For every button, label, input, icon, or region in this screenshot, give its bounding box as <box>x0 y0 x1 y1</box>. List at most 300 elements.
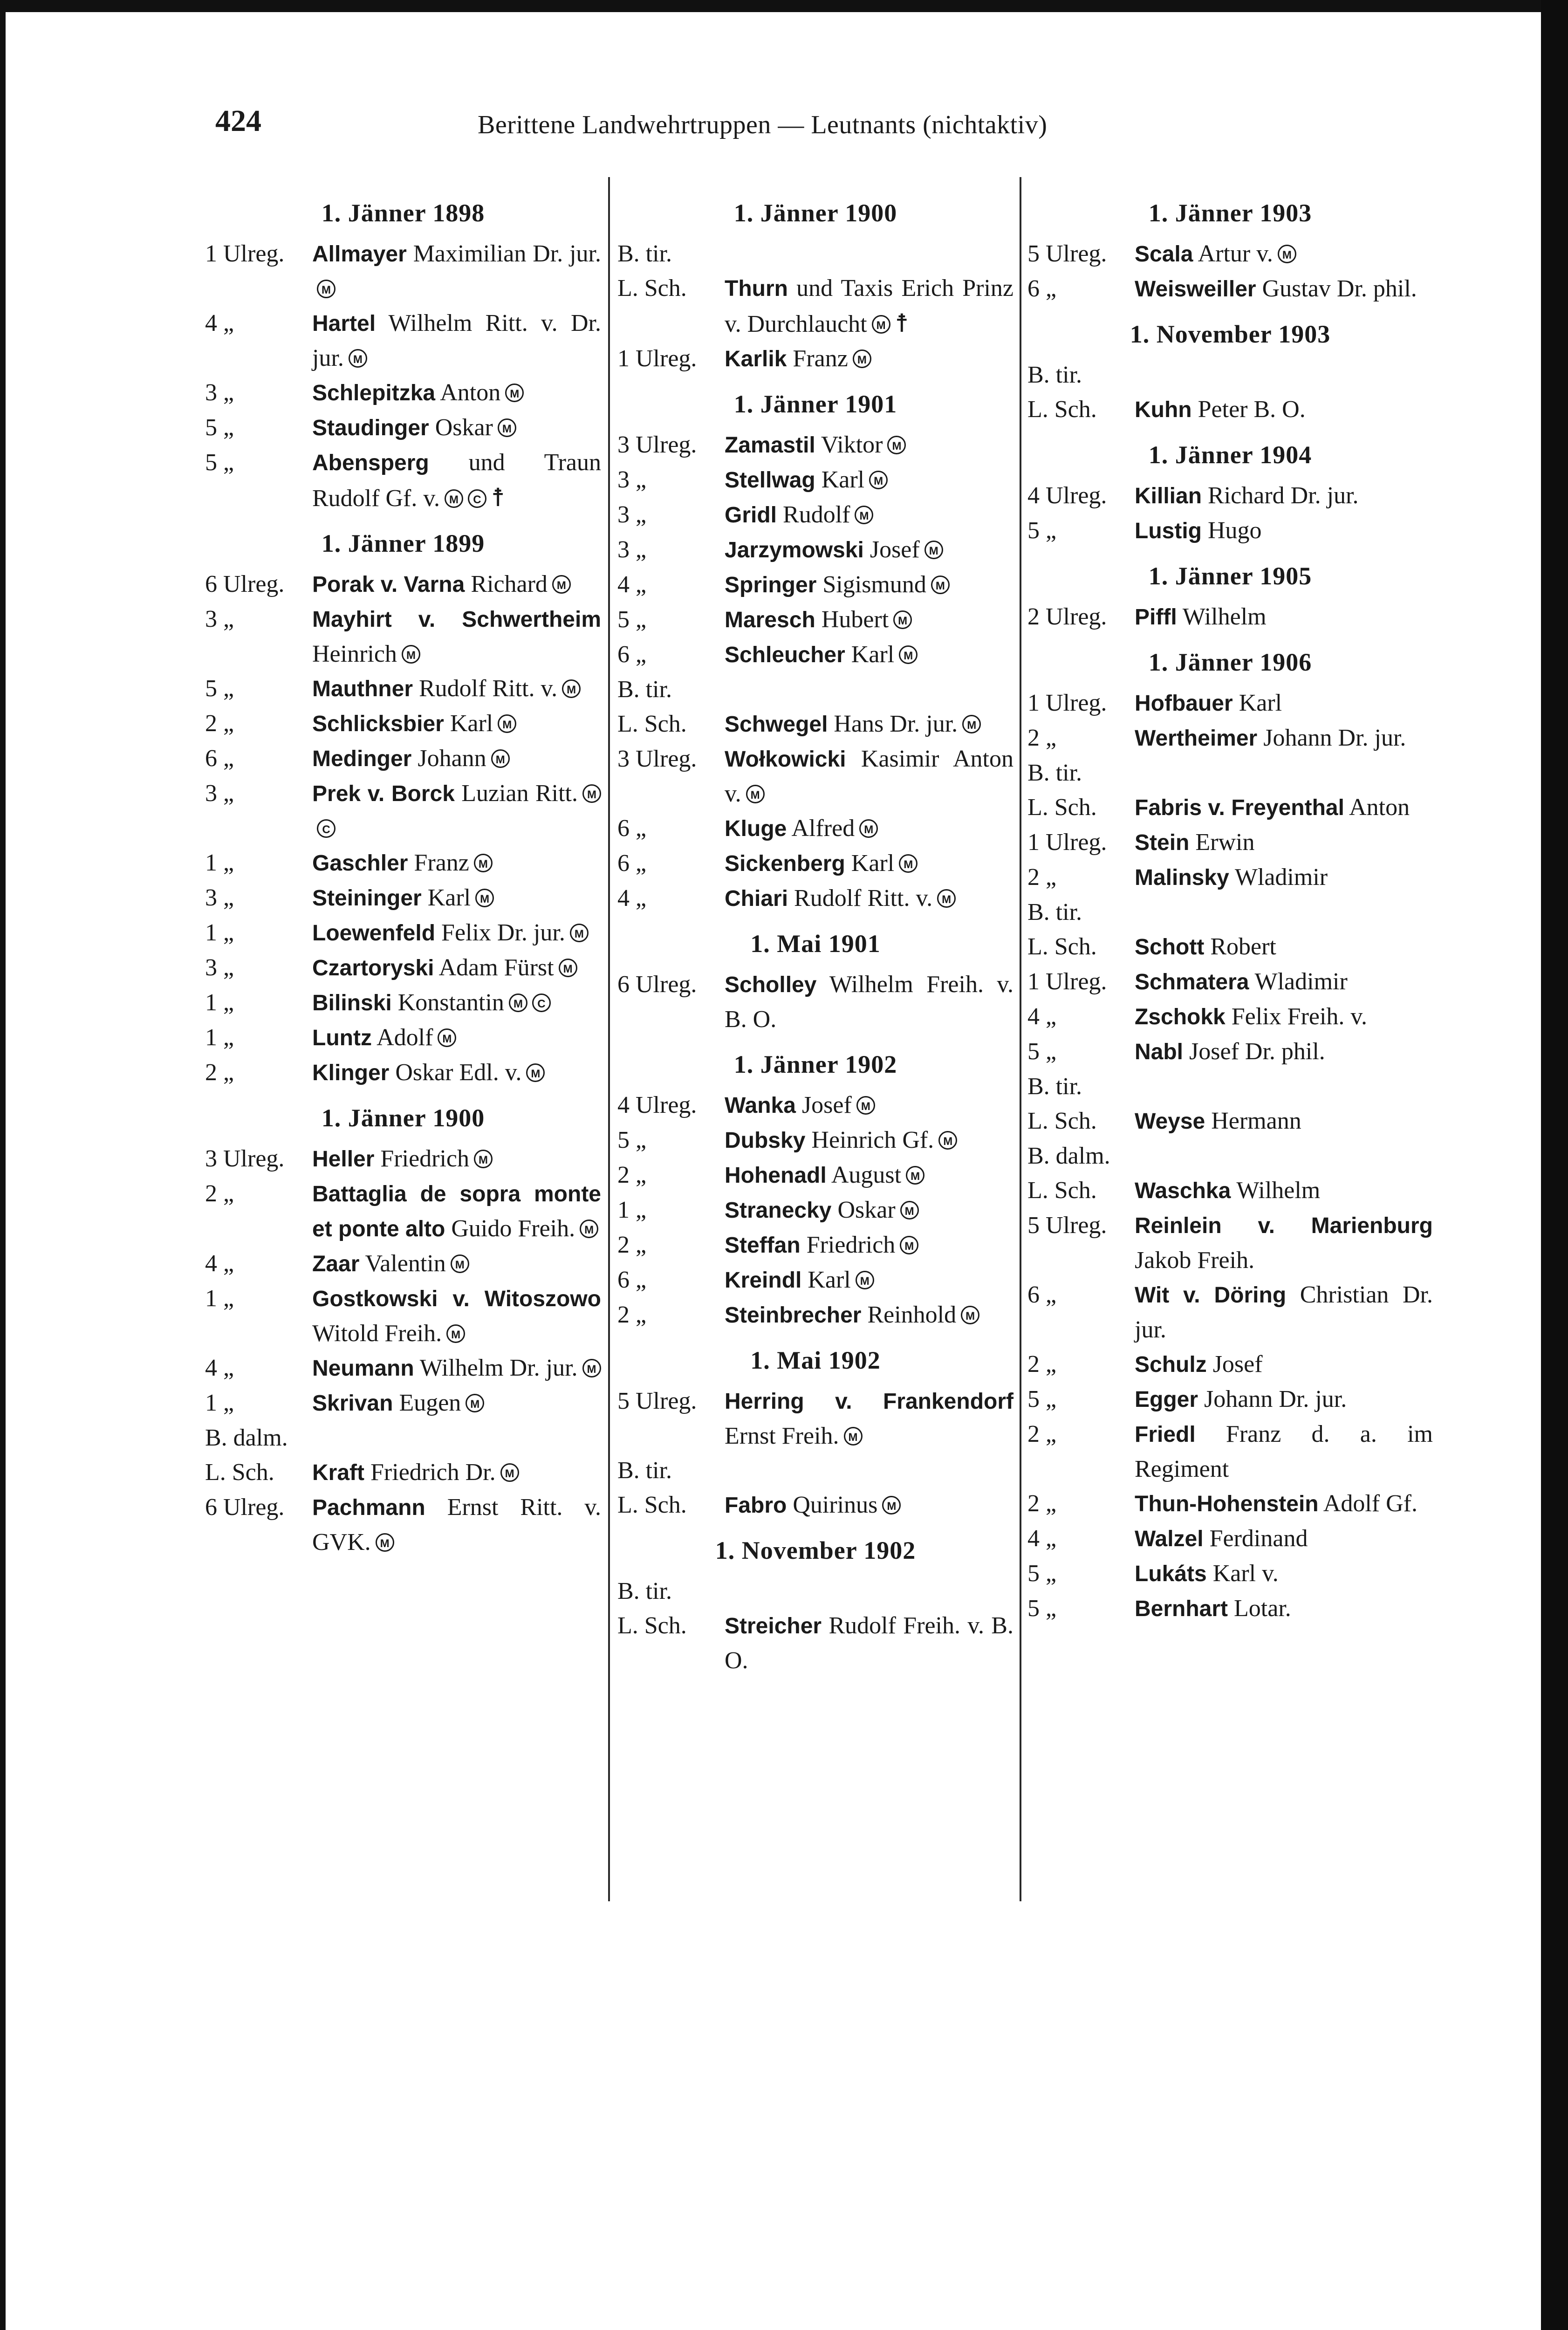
officer-name <box>725 881 1013 916</box>
officer-name <box>1135 1382 1433 1417</box>
decoration-mark-icon: C <box>317 819 336 838</box>
officer-name <box>312 602 601 672</box>
section-date-heading: 1. Jänner 1898 <box>321 199 485 227</box>
officer-name <box>725 1228 1013 1263</box>
officer-name <box>1135 1035 1433 1069</box>
medal-mark-icon: M <box>317 280 336 298</box>
surname: Czartoryski <box>312 956 434 980</box>
officer-name <box>312 1351 601 1386</box>
scan-border-right <box>1541 0 1568 2330</box>
given-names: Franz <box>793 345 848 372</box>
surname: Bilinski <box>312 991 392 1015</box>
unit-label: 1 „ <box>205 919 234 946</box>
roster-entry <box>1027 1035 1433 1069</box>
officer-name <box>1135 1487 1433 1521</box>
roster-entry <box>1027 1139 1433 1173</box>
surname: Fabro <box>725 1493 787 1518</box>
unit-label: L. Sch. <box>205 1459 274 1486</box>
unit-label: 3 „ <box>205 884 234 911</box>
unit-label: 3 Ulreg. <box>617 746 697 772</box>
roster-entry <box>1027 358 1433 392</box>
officer-name <box>725 1298 1013 1333</box>
roster-entry <box>617 498 1013 533</box>
roster-entry <box>617 881 1013 916</box>
medal-mark-icon: M <box>552 575 571 594</box>
surname: Loewenfeld <box>312 921 436 946</box>
given-names: Karl <box>808 1267 851 1293</box>
given-names: Heinrich Gf. <box>811 1127 934 1153</box>
page-number: 424 <box>215 104 261 138</box>
scan-border-top <box>0 0 1568 12</box>
roster-entry <box>1027 1069 1433 1104</box>
officer-name <box>725 1609 1013 1678</box>
surname: Battaglia de sopra monte et ponte alto <box>312 1182 601 1241</box>
unit-label: 5 „ <box>617 1127 647 1153</box>
medal-mark-icon: M <box>899 645 918 664</box>
surname: Hohenadl <box>725 1163 827 1188</box>
roster-entry <box>205 881 601 916</box>
unit-label: 3 „ <box>205 379 234 406</box>
surname: Bernhart <box>1135 1597 1228 1621</box>
roster-entry <box>617 342 1013 377</box>
officer-name <box>1135 965 1433 1000</box>
section-date-heading: 1. Jänner 1899 <box>321 529 485 557</box>
officer-name <box>312 846 601 881</box>
surname: Mauthner <box>312 677 413 701</box>
given-names: Hermann <box>1211 1108 1301 1134</box>
given-names: Johann Dr. jur. <box>1204 1386 1347 1412</box>
medal-mark-icon: M <box>887 436 906 454</box>
unit-label: B. tir. <box>1027 1073 1082 1100</box>
given-names: Karl <box>851 641 895 668</box>
unit-label: 6 „ <box>617 815 647 842</box>
given-names: Lotar. <box>1234 1595 1291 1622</box>
officer-name <box>725 811 1013 846</box>
officer-name <box>1135 860 1433 895</box>
surname: Thun-Hohenstein <box>1135 1492 1319 1516</box>
given-names: Felix Freih. v. <box>1231 1003 1368 1030</box>
officer-name <box>312 1021 601 1055</box>
officer-name <box>725 1384 1013 1453</box>
medal-mark-icon: M <box>446 1324 465 1343</box>
roster-entry <box>617 742 1013 811</box>
given-names: Valentin <box>365 1250 446 1277</box>
roster-entry <box>205 741 601 776</box>
medal-mark-icon: M <box>474 1150 493 1168</box>
surname: Schwegel <box>725 712 828 737</box>
column-1 <box>205 196 601 1560</box>
roster-entry <box>205 916 601 951</box>
unit-label: 4 „ <box>1027 1525 1057 1552</box>
unit-label: 1 Ulreg. <box>617 345 697 372</box>
officer-name <box>312 306 601 376</box>
surname: Wanka <box>725 1093 796 1118</box>
roster-entry <box>1027 756 1433 790</box>
surname: Abensperg <box>312 451 429 475</box>
section-date-heading: 1. Jänner 1906 <box>1148 648 1312 676</box>
given-names: Rudolf Freih. v. B. O. <box>725 1612 1013 1674</box>
surname: Medinger <box>312 747 412 771</box>
surname: Kuhn <box>1135 397 1192 422</box>
unit-label: B. tir. <box>1027 899 1082 925</box>
unit-label: L. Sch. <box>1027 396 1097 423</box>
officer-name <box>725 1158 1013 1193</box>
given-names: Viktor <box>821 432 883 458</box>
roster-entry <box>1027 895 1433 930</box>
officer-name <box>725 1574 1013 1609</box>
roster-entry <box>205 1490 601 1560</box>
unit-label: 3 „ <box>617 501 647 528</box>
roster-entry <box>205 602 601 672</box>
given-names: Sigismund <box>822 571 926 598</box>
officer-name <box>725 672 1013 707</box>
section-date-heading: 1. Mai 1901 <box>750 930 881 958</box>
unit-label: 2 „ <box>1027 1421 1057 1447</box>
roster-entry <box>1027 1417 1433 1487</box>
officer-name <box>312 672 601 706</box>
surname: Neumann <box>312 1356 414 1381</box>
medal-mark-icon: M <box>893 610 912 629</box>
officer-name <box>725 463 1013 498</box>
unit-label: L. Sch. <box>1027 1177 1097 1204</box>
unit-label: 1 Ulreg. <box>1027 968 1107 995</box>
surname: Maresch <box>725 608 815 632</box>
roster-entry <box>1027 686 1433 721</box>
unit-label: 2 „ <box>617 1302 647 1328</box>
roster-entry <box>617 967 1013 1037</box>
officer-name <box>312 741 601 776</box>
given-names: Friedrich <box>380 1145 470 1172</box>
roster-entry <box>1027 1173 1433 1208</box>
medal-mark-icon: M <box>856 1096 875 1115</box>
surname: Steininger <box>312 886 422 911</box>
given-names: Hans Dr. jur. <box>834 711 958 737</box>
unit-label: B. tir. <box>617 240 672 267</box>
given-names: Felix Dr. jur. <box>441 919 565 946</box>
roster-entry <box>1027 930 1433 965</box>
medal-mark-icon: M <box>570 924 589 942</box>
given-names: Karl <box>851 850 895 877</box>
medal-mark-icon: M <box>582 1359 601 1377</box>
surname: Nabl <box>1135 1040 1184 1064</box>
surname: Malinsky <box>1135 865 1229 890</box>
surname: Walzel <box>1135 1527 1204 1551</box>
roster-entry <box>617 533 1013 568</box>
given-names: und Traun Rudolf Gf. v. <box>312 449 601 512</box>
unit-label: 2 „ <box>1027 1351 1057 1377</box>
section-date-heading: 1. Jänner 1902 <box>733 1050 897 1078</box>
section-date-heading: 1. Mai 1902 <box>750 1346 881 1374</box>
surname: Stellwag <box>725 468 815 493</box>
officer-name <box>312 986 601 1021</box>
roster-entry <box>617 1574 1013 1609</box>
roster-entry <box>617 811 1013 846</box>
officer-name <box>725 498 1013 533</box>
surname: Karlik <box>725 347 787 371</box>
unit-label: 6 Ulreg. <box>617 971 697 998</box>
officer-name <box>1135 1278 1433 1347</box>
medal-mark-icon: M <box>900 1201 919 1220</box>
roster-entry <box>1027 1000 1433 1035</box>
unit-label: 6 „ <box>1027 275 1057 302</box>
given-names: Luzian Ritt. <box>461 780 578 807</box>
given-names: Josef Dr. phil. <box>1189 1038 1325 1065</box>
surname: Thurn <box>725 276 788 301</box>
unit-label: 3 „ <box>205 954 234 981</box>
medal-mark-icon: M <box>937 889 956 908</box>
surname: Piffl <box>1135 605 1177 630</box>
unit-label: 3 Ulreg. <box>617 432 697 458</box>
unit-label: 1 „ <box>617 1197 647 1223</box>
surname: Chiari <box>725 886 788 911</box>
officer-name <box>312 1055 601 1090</box>
surname: Scala <box>1135 242 1193 267</box>
medal-mark-icon: M <box>402 645 420 664</box>
unit-label: B. tir. <box>617 1457 672 1484</box>
officer-name <box>1135 930 1433 965</box>
surname: Kluge <box>725 816 787 841</box>
given-names: Richard Dr. jur. <box>1208 482 1359 509</box>
officer-name <box>1135 756 1433 790</box>
unit-label: 2 „ <box>1027 864 1057 891</box>
unit-label: B. tir. <box>617 676 672 703</box>
unit-label: 4 Ulreg. <box>617 1092 697 1118</box>
surname: Zschokk <box>1135 1005 1226 1029</box>
officer-name <box>725 1088 1013 1123</box>
given-names: Ernst Ritt. v. GVK. <box>312 1494 602 1556</box>
medal-mark-icon: M <box>505 384 524 402</box>
medal-mark-icon: M <box>869 471 888 489</box>
unit-label: 1 „ <box>205 850 234 876</box>
cross-icon: ☨ <box>895 309 909 337</box>
medal-mark-icon: M <box>445 489 463 508</box>
roster-entry <box>617 271 1013 342</box>
surname: Mayhirt v. Schwertheim <box>312 607 601 632</box>
roster-entry <box>205 1421 601 1455</box>
roster-entry <box>1027 825 1433 860</box>
section-date-heading: 1. Jänner 1903 <box>1148 199 1312 227</box>
unit-label: 5 Ulreg. <box>1027 240 1107 267</box>
surname: Steinbrecher <box>725 1303 862 1328</box>
officer-name <box>725 1123 1013 1158</box>
roster-entry <box>205 1386 601 1421</box>
unit-label: 5 „ <box>205 675 234 702</box>
surname: Killian <box>1135 484 1202 508</box>
officer-name <box>725 342 1013 377</box>
unit-label: 2 „ <box>1027 725 1057 751</box>
surname: Hartel <box>312 311 376 336</box>
given-names: Johann Dr. jur. <box>1263 725 1406 751</box>
roster-entry <box>205 1021 601 1055</box>
officer-name <box>1135 1417 1433 1487</box>
unit-label: 1 „ <box>205 1390 234 1416</box>
officer-name <box>1135 1208 1433 1278</box>
roster-entry <box>1027 479 1433 514</box>
unit-label: 5 „ <box>205 449 234 476</box>
unit-label: L. Sch. <box>1027 933 1097 960</box>
officer-name <box>725 271 1013 342</box>
surname: Kraft <box>312 1460 365 1485</box>
unit-label: 3 „ <box>205 780 234 807</box>
roster-entry <box>1027 237 1433 272</box>
given-names: Wilhelm Dr. jur. <box>419 1355 578 1381</box>
unit-label: 5 Ulreg. <box>1027 1212 1107 1239</box>
given-names: Hugo <box>1207 517 1262 544</box>
given-names: Anton <box>440 379 501 406</box>
unit-label: 6 „ <box>617 641 647 668</box>
unit-label: B. tir. <box>1027 362 1082 388</box>
surname: Schmatera <box>1135 970 1249 994</box>
surname: Schott <box>1135 935 1205 959</box>
unit-label: 5 „ <box>1027 1386 1057 1412</box>
officer-name <box>1135 392 1433 427</box>
given-names: Adolf Gf. <box>1323 1490 1417 1517</box>
given-names: Josef <box>801 1092 852 1118</box>
unit-label: 4 „ <box>617 571 647 598</box>
given-names: Hubert <box>821 606 889 633</box>
roster-entry <box>205 846 601 881</box>
given-names: Gustav Dr. phil. <box>1262 275 1417 302</box>
roster-entry <box>1027 965 1433 1000</box>
column-3 <box>1027 196 1433 1626</box>
given-names: Peter B. O. <box>1198 396 1306 423</box>
unit-label: 4 „ <box>617 885 647 911</box>
unit-label: 3 Ulreg. <box>205 1145 285 1172</box>
roster-entry <box>1027 721 1433 756</box>
unit-label: L. Sch. <box>1027 1108 1097 1134</box>
medal-mark-icon: M <box>961 1306 979 1324</box>
unit-label: L. Sch. <box>617 1612 687 1639</box>
roster-entry <box>617 672 1013 707</box>
roster-entry <box>205 1142 601 1177</box>
unit-label: 4 Ulreg. <box>1027 482 1107 509</box>
officer-name <box>312 951 601 986</box>
officer-name <box>1135 895 1433 930</box>
unit-label: 2 „ <box>1027 1490 1057 1517</box>
medal-mark-icon: M <box>882 1496 901 1514</box>
running-head: Berittene Landwehrtruppen — Leutnants (nichtaktiv) <box>478 110 1048 139</box>
unit-label: 2 „ <box>205 1059 234 1086</box>
section-date-heading: 1. Jänner 1904 <box>1148 441 1312 469</box>
unit-label: 6 Ulreg. <box>205 1494 285 1521</box>
surname: Schlepitzka <box>312 381 436 405</box>
given-names: Heinrich <box>312 641 397 667</box>
unit-label: 6 Ulreg. <box>205 571 285 597</box>
scan-border-left <box>0 0 6 2330</box>
officer-name <box>1135 237 1433 272</box>
officer-name <box>312 1490 601 1560</box>
medal-mark-icon: M <box>509 994 527 1012</box>
given-names: Rudolf Ritt. v. <box>794 885 933 911</box>
roster-entry <box>617 1123 1013 1158</box>
surname: Streicher <box>725 1614 822 1638</box>
officer-name <box>1135 600 1433 635</box>
unit-label: 4 „ <box>205 1355 234 1381</box>
unit-label: 4 „ <box>205 310 234 336</box>
unit-label: 4 „ <box>1027 1003 1057 1030</box>
given-names: Adolf <box>377 1024 433 1051</box>
officer-name <box>1135 825 1433 860</box>
section-date-heading: 1. November 1903 <box>1130 320 1331 348</box>
unit-label: 3 „ <box>617 536 647 563</box>
surname: Waschka <box>1135 1179 1231 1203</box>
surname: Gostkowski v. Witoszowo <box>312 1287 601 1311</box>
officer-name <box>725 237 1013 271</box>
given-names: Adam Fürst <box>438 954 554 981</box>
officer-name <box>1135 686 1433 721</box>
officer-name <box>725 707 1013 742</box>
given-names: Karl v. <box>1212 1560 1279 1587</box>
given-names: Wladimir <box>1254 968 1348 995</box>
medal-mark-icon: M <box>475 889 494 907</box>
surname: Wołkowicki <box>725 747 846 772</box>
officer-name <box>1135 1000 1433 1035</box>
medal-mark-icon: M <box>559 959 577 977</box>
unit-label: 1 Ulreg. <box>1027 829 1107 856</box>
roster-entry <box>1027 272 1433 307</box>
unit-label: 5 Ulreg. <box>617 1388 697 1414</box>
surname: Porak v. Varna <box>312 572 465 597</box>
roster-entry <box>1027 1382 1433 1417</box>
roster-entry <box>205 411 601 445</box>
surname: Schlicksbier <box>312 712 444 736</box>
given-names: Wilhelm Ritt. v. Dr. jur. <box>312 310 602 371</box>
unit-label: 5 „ <box>205 414 234 441</box>
surname: Wit v. Döring <box>1135 1283 1287 1308</box>
roster-entry <box>617 603 1013 637</box>
officer-name <box>312 237 601 306</box>
given-names: Eugen <box>399 1390 461 1416</box>
column-rule-2 <box>1020 177 1021 1901</box>
officer-name <box>725 742 1013 811</box>
given-names: Oskar Edl. v. <box>395 1059 522 1086</box>
surname: Zaar <box>312 1252 360 1276</box>
medal-mark-icon: M <box>376 1533 394 1552</box>
officer-name <box>312 1421 601 1455</box>
roster-entry <box>617 1158 1013 1193</box>
officer-name <box>725 1193 1013 1228</box>
roster-entry <box>617 1088 1013 1123</box>
unit-label: 5 „ <box>1027 1560 1057 1587</box>
surname: Hofbauer <box>1135 691 1233 716</box>
unit-label: 1 Ulreg. <box>1027 690 1107 716</box>
given-names: Oskar <box>435 414 493 441</box>
given-names: Johann <box>418 745 486 772</box>
roster-entry <box>617 1193 1013 1228</box>
unit-label: 4 „ <box>205 1250 234 1277</box>
roster-entry <box>1027 600 1433 635</box>
roster-entry <box>1027 1521 1433 1556</box>
unit-label: 2 „ <box>617 1162 647 1188</box>
medal-mark-icon: M <box>526 1063 545 1082</box>
medal-mark-icon: M <box>853 350 871 368</box>
given-names: Alfred <box>791 815 855 842</box>
officer-name <box>312 776 601 846</box>
medal-mark-icon: M <box>498 418 516 437</box>
roster-entry <box>205 706 601 741</box>
roster-entry <box>1027 1591 1433 1626</box>
section-date-heading: 1. Jänner 1900 <box>321 1104 485 1132</box>
officer-name <box>725 1263 1013 1298</box>
unit-label: B. tir. <box>617 1578 672 1604</box>
roster-entry <box>1027 1487 1433 1521</box>
surname: Springer <box>725 573 817 597</box>
medal-mark-icon: M <box>962 715 981 733</box>
given-names: August <box>831 1162 902 1188</box>
officer-name <box>1135 1104 1433 1139</box>
roster-entry <box>617 637 1013 672</box>
roster-entry <box>617 707 1013 742</box>
